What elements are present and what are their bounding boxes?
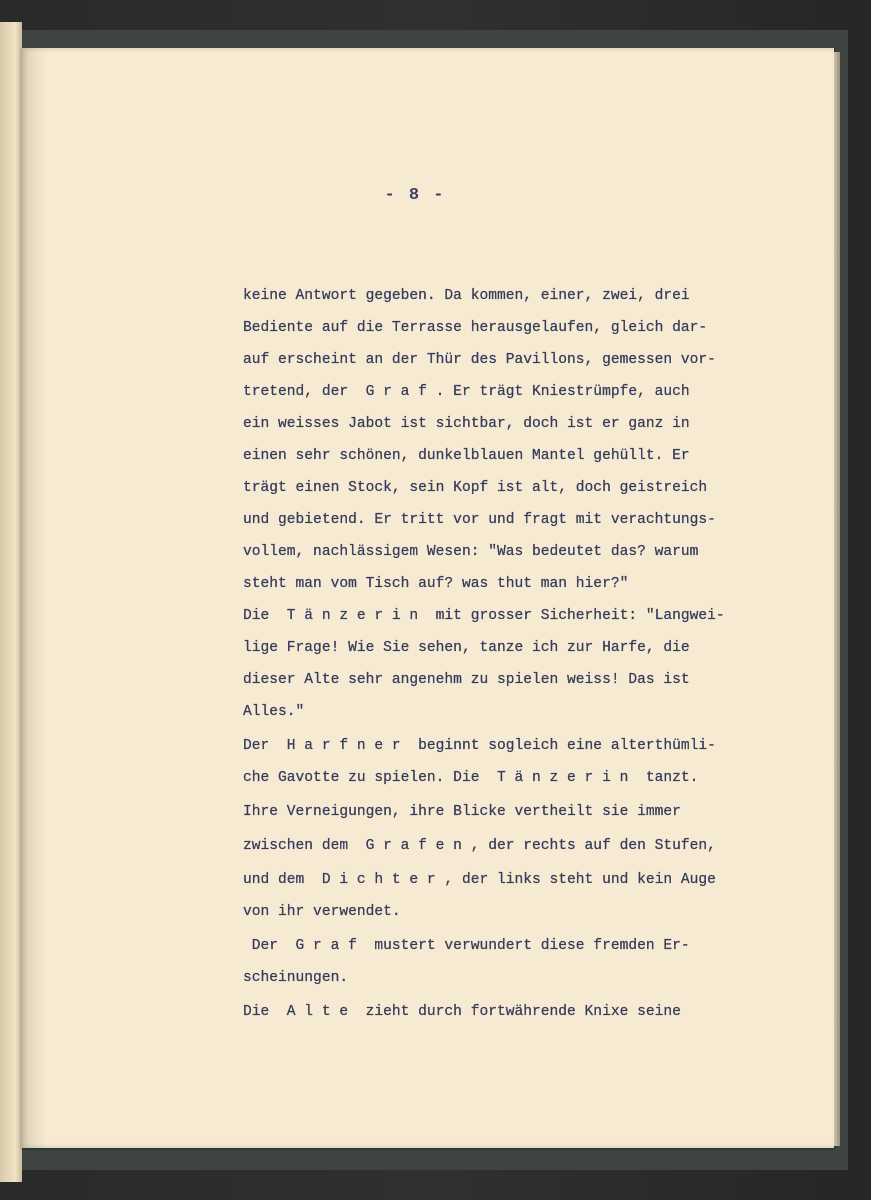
text-line: auf erscheint an der Thür des Pavillons, gemessen vor- [243,352,716,368]
text-line: trägt einen Stock, sein Kopf ist alt, doch geistreich [243,480,708,496]
text-line: einen sehr schönen, dunkelblauen Mantel gehüllt. Er [243,448,690,464]
text-line: von ihr verwendet. [243,904,401,920]
facing-page-edge [0,22,22,1182]
text-line: und dem D i c h t e r , der links steht und kein Auge [243,872,716,888]
typescript-page [20,48,834,1148]
text-line: che Gavotte zu spielen. Die T ä n z e r i n tanzt. [243,770,699,786]
text-line: tretend, der G r a f . Er trägt Kniestrümpfe, auch [243,384,690,400]
text-line: dieser Alte sehr angenehm zu spielen weiss! Das ist [243,672,690,688]
text-line: Der G r a f mustert verwundert diese fremden Er- [243,938,690,954]
page-stack-edge [834,52,840,1146]
page-gutter-shadow [20,48,46,1148]
text-line: Die A l t e zieht durch fortwährende Knixe seine [243,1004,681,1020]
text-line: zwischen dem G r a f e n , der rechts auf den Stufen, [243,838,716,854]
text-line: und gebietend. Er tritt vor und fragt mit verachtungs- [243,512,716,528]
text-line: Bediente auf die Terrasse herausgelaufen, gleich dar- [243,320,708,336]
text-line: Alles." [243,704,305,720]
text-line: Der H a r f n e r beginnt sogleich eine alterthümli- [243,738,716,754]
text-line: ein weisses Jabot ist sichtbar, doch ist er ganz in [243,416,690,432]
text-line: vollem, nachlässigem Wesen: "Was bedeutet das? warum [243,544,699,560]
page-number: - 8 - [384,186,446,205]
text-line: Ihre Verneigungen, ihre Blicke vertheilt sie immer [243,804,681,820]
text-line: steht man vom Tisch auf? was thut man hier?" [243,576,629,592]
text-line: scheinungen. [243,970,349,986]
text-line: Die T ä n z e r i n mit grosser Sicherheit: "Langwei- [243,608,725,624]
text-line: lige Frage! Wie Sie sehen, tanze ich zur Harfe, die [243,640,690,656]
text-line: keine Antwort gegeben. Da kommen, einer, zwei, drei [243,288,690,304]
